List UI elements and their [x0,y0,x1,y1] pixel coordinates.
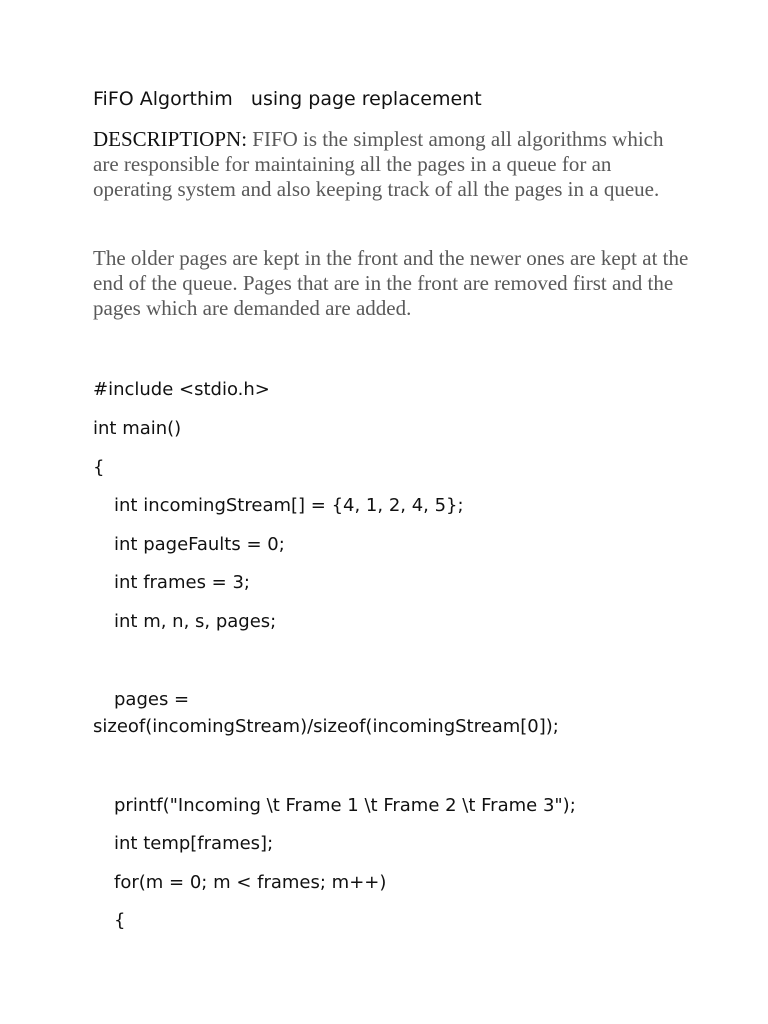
code-frames: int frames = 3; [114,572,250,593]
code-main-signature: int main() [93,418,182,439]
code-vars: int m, n, s, pages; [114,611,277,632]
code-sizeof-expr: sizeof(incomingStream)/sizeof(incomingStream[0]); [93,716,559,737]
code-for-loop: for(m = 0; m < frames; m++) [114,872,387,893]
description-text: FIFO is the simplest among all algorithms which are responsible for maintaining all the pages in a queue for an operating system and also keeping track of all the pages in a queue. [93,127,664,201]
code-include: #include <stdio.h> [93,379,270,400]
description-paragraph-1 [93,127,693,202]
code-incoming-stream: int incomingStream[] = {4, 1, 2, 4, 5}; [114,495,464,516]
document-title: FiFO Algorthim using page replacement [93,88,482,110]
description-label: DESCRIPTIOPN: [93,127,248,151]
code-inner-brace: { [114,910,126,931]
description-paragraph-2: The older pages are kept in the front and the newer ones are kept at the end of the queue. Pages that are in the front are removed first and the pages which are demanded are added. [93,246,689,320]
code-pages-assign: pages = [114,689,190,710]
code-printf: printf("Incoming \t Frame 1 \t Frame 2 \t Frame 3"); [114,795,576,816]
code-page-faults: int pageFaults = 0; [114,534,285,555]
code-temp: int temp[frames]; [114,833,274,854]
code-open-brace: { [93,457,105,478]
